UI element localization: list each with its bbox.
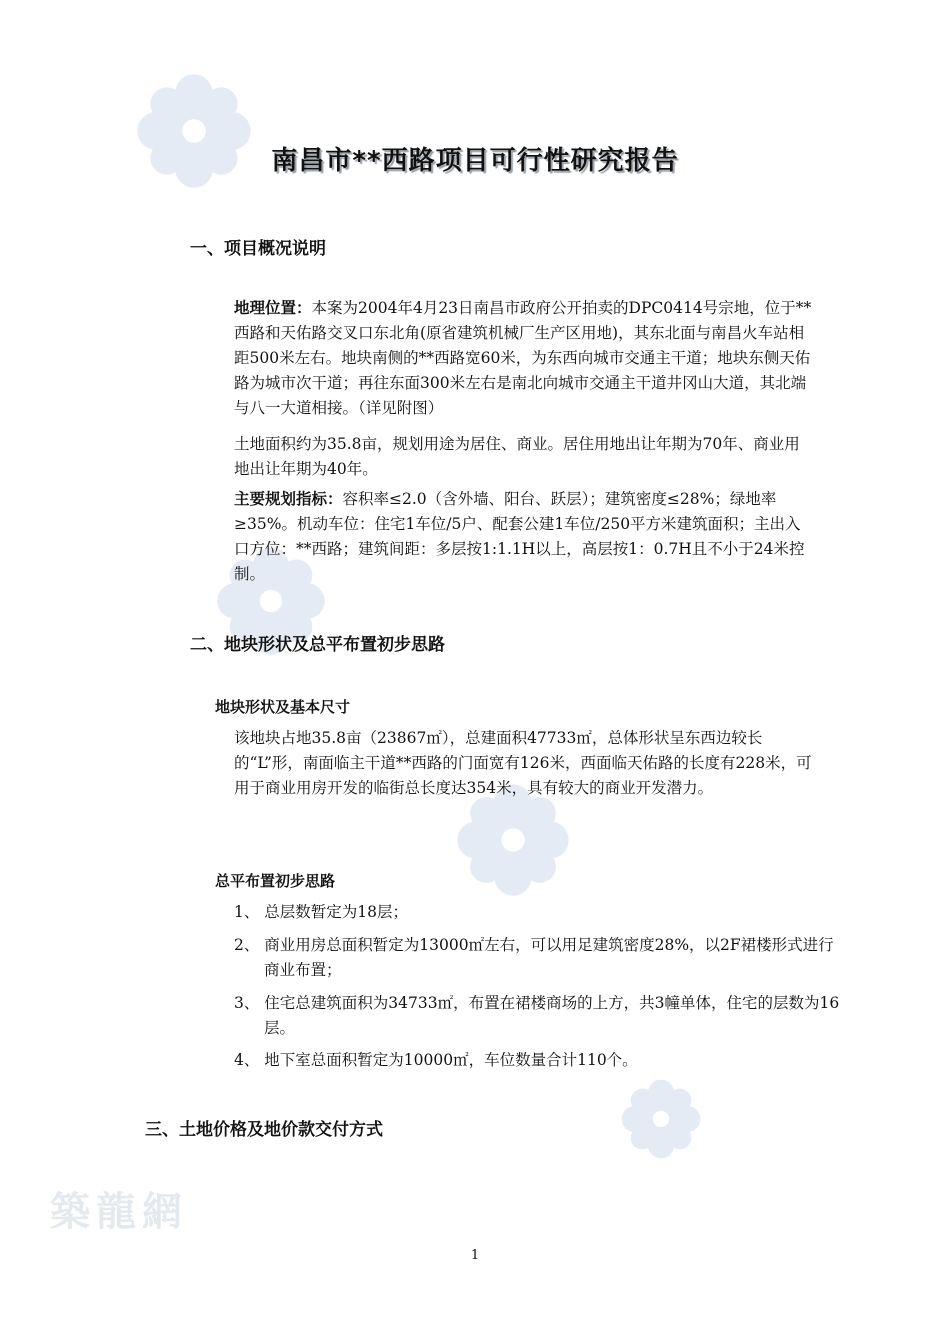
plot-shape-paragraph (234, 726, 814, 801)
location-label: 地理位置： (234, 299, 312, 317)
layout-plan-heading: 总平布置初步思路 (215, 872, 336, 890)
list-item: 3、 住宅总建筑面积为34733㎡，布置在裙楼商场的上方，共3幢单体，住宅的层数为16层。 (234, 994, 840, 1037)
section1-heading: 一、项目概况说明 (190, 239, 326, 259)
list-item: 2、 商业用房总面积暂定为13000㎡左右，可以用足建筑密度28%，以2F裙楼形式进行商业布置； (234, 936, 834, 979)
planning-indicators-label: 主要规划指标： (234, 490, 343, 508)
land-area-paragraph (234, 432, 814, 482)
plot-shape-text: 该地块占地35.8亩（23867㎡），总建面积47733㎡，总体形状呈东西边较长的“L”形，南面临主干道**西路的门面宽有126米，西面临天佑路的长度有228米，可用于商业用房开发的临街总长度达354米，具有较大的商业开发潜力。 (234, 729, 812, 797)
planning-indicators-paragraph (234, 487, 814, 587)
list-item: 4、 地下室总面积暂定为10000㎡，车位数量合计110个。 (234, 1051, 638, 1069)
page-title: 南昌市**西路项目可行性研究报告 (271, 146, 679, 176)
page-number: 1 (470, 1248, 480, 1263)
plot-shape-heading: 地块形状及基本尺寸 (215, 698, 351, 716)
location-text: 本案为2004年4月23日南昌市政府公开拍卖的DPC0414号宗地，位于**西路和天佑路交叉口东北角(原省建筑机械厂生产区用地)，其东北面与南昌火车站相距500米左右。地块南侧的**西路宽60米，为东西向城市交通主干道；地块东侧天佑路为城市次干道；再往东面300米左右是南北向城市交通主干道井冈山大道，其北端与八一大道相接。（详见附图） (234, 299, 812, 417)
land-area-text: 土地面积约为35.8亩，规划用途为居住、商业。居住用地出让年期为70年、商业用地出让年期为40年。 (234, 435, 800, 478)
list-item: 1、 总层数暂定为18层； (234, 903, 409, 921)
planning-indicators-text: 容积率≤2.0（含外墙、阳台、跃层）；建筑密度≤28%；绿地率≥35%。机动车位：住宅1车位/5户、配套公建1车位/250平方米建筑面积；主出入口方位：**西路；建筑间距：多层按1:1.1H以上，高层按1：0.7H且不小于24米控制。 (234, 490, 805, 583)
location-paragraph (234, 296, 814, 421)
section2-heading: 二、地块形状及总平布置初步思路 (190, 635, 445, 655)
watermark-text: 築龍網 (50, 1188, 188, 1235)
section3-heading: 三、土地价格及地价款交付方式 (145, 1120, 383, 1140)
watermark-flower-4 (620, 1078, 702, 1160)
